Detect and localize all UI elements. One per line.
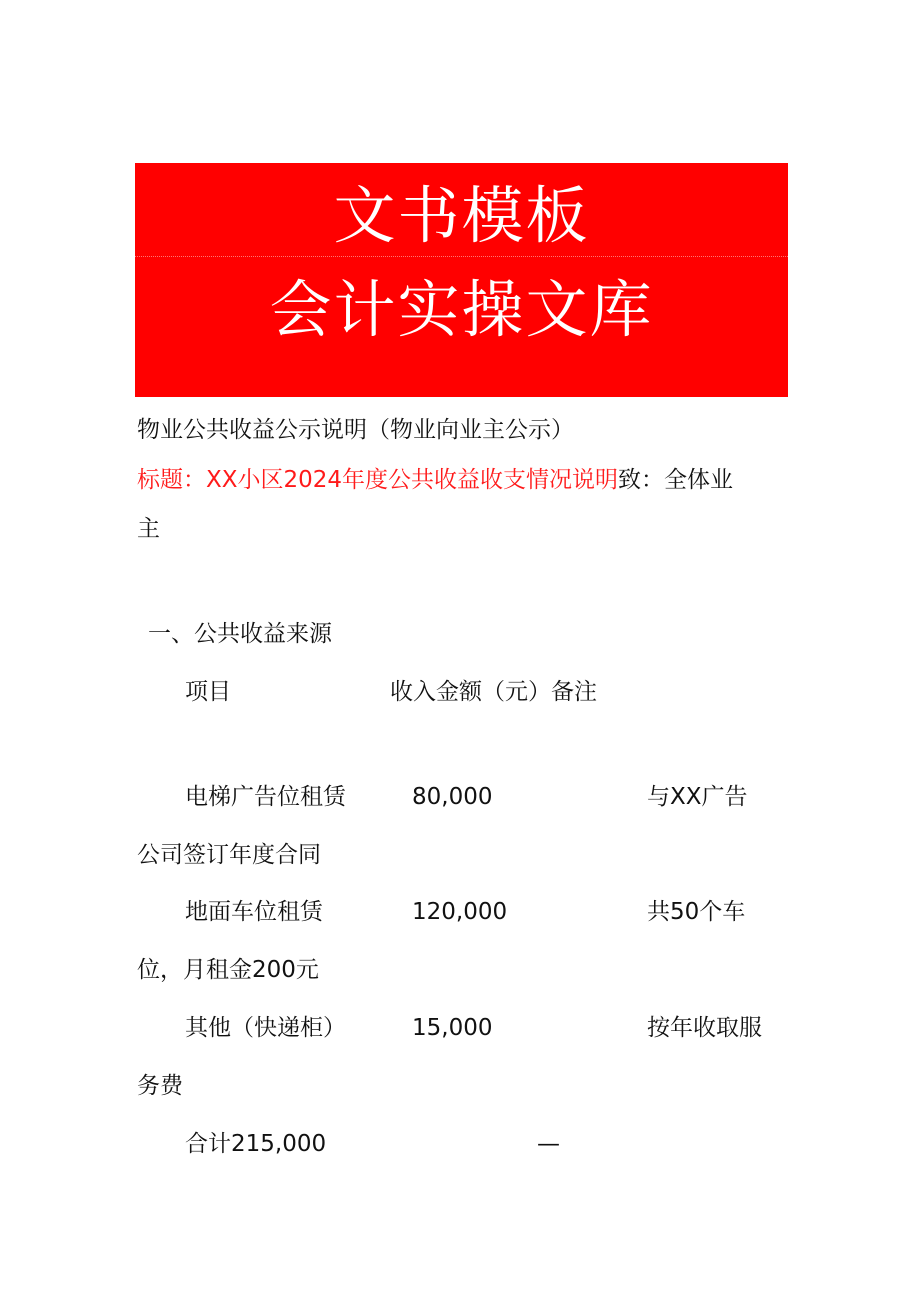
row-2-note: 共50个车 <box>647 899 746 925</box>
row-3-item: 其他（快递柜） <box>185 1015 346 1041</box>
row-3-note: 按年收取服 <box>647 1015 762 1041</box>
row-2-note-continued: 位，月租金200元 <box>137 957 319 983</box>
total-label: 合计215,000 <box>185 1131 327 1157</box>
total-note: — <box>537 1131 560 1157</box>
table-header-amount-note: 收入金额（元）备注 <box>390 679 597 705</box>
subject-label: 标题：XX小区2024年度公共收益收支情况说明 <box>137 467 619 493</box>
row-1-amount: 80,000 <box>412 784 493 810</box>
banner-title-line-2: 会计实操文库 <box>269 273 654 346</box>
row-3-note-continued: 务费 <box>137 1073 183 1099</box>
row-1-note-continued: 公司签订年度合同 <box>137 842 321 868</box>
row-1-note: 与XX广告 <box>647 784 748 810</box>
banner-title-line-1: 文书模板 <box>333 179 590 252</box>
addressee-part-2: 主 <box>137 516 160 542</box>
subject-line <box>137 469 733 492</box>
row-3-amount: 15,000 <box>412 1015 493 1041</box>
addressee-part-1: 致：全体业 <box>618 467 734 493</box>
section-heading: 一、公共收益来源 <box>148 621 332 647</box>
row-2-amount: 120,000 <box>412 899 508 925</box>
row-1-item: 电梯广告位租赁 <box>185 784 346 810</box>
banner-divider <box>135 256 788 257</box>
document-title: 物业公共收益公示说明（物业向业主公示） <box>137 417 574 443</box>
title-banner <box>135 163 788 397</box>
row-2-item: 地面车位租赁 <box>185 899 323 925</box>
table-header-item: 项目 <box>185 679 231 705</box>
